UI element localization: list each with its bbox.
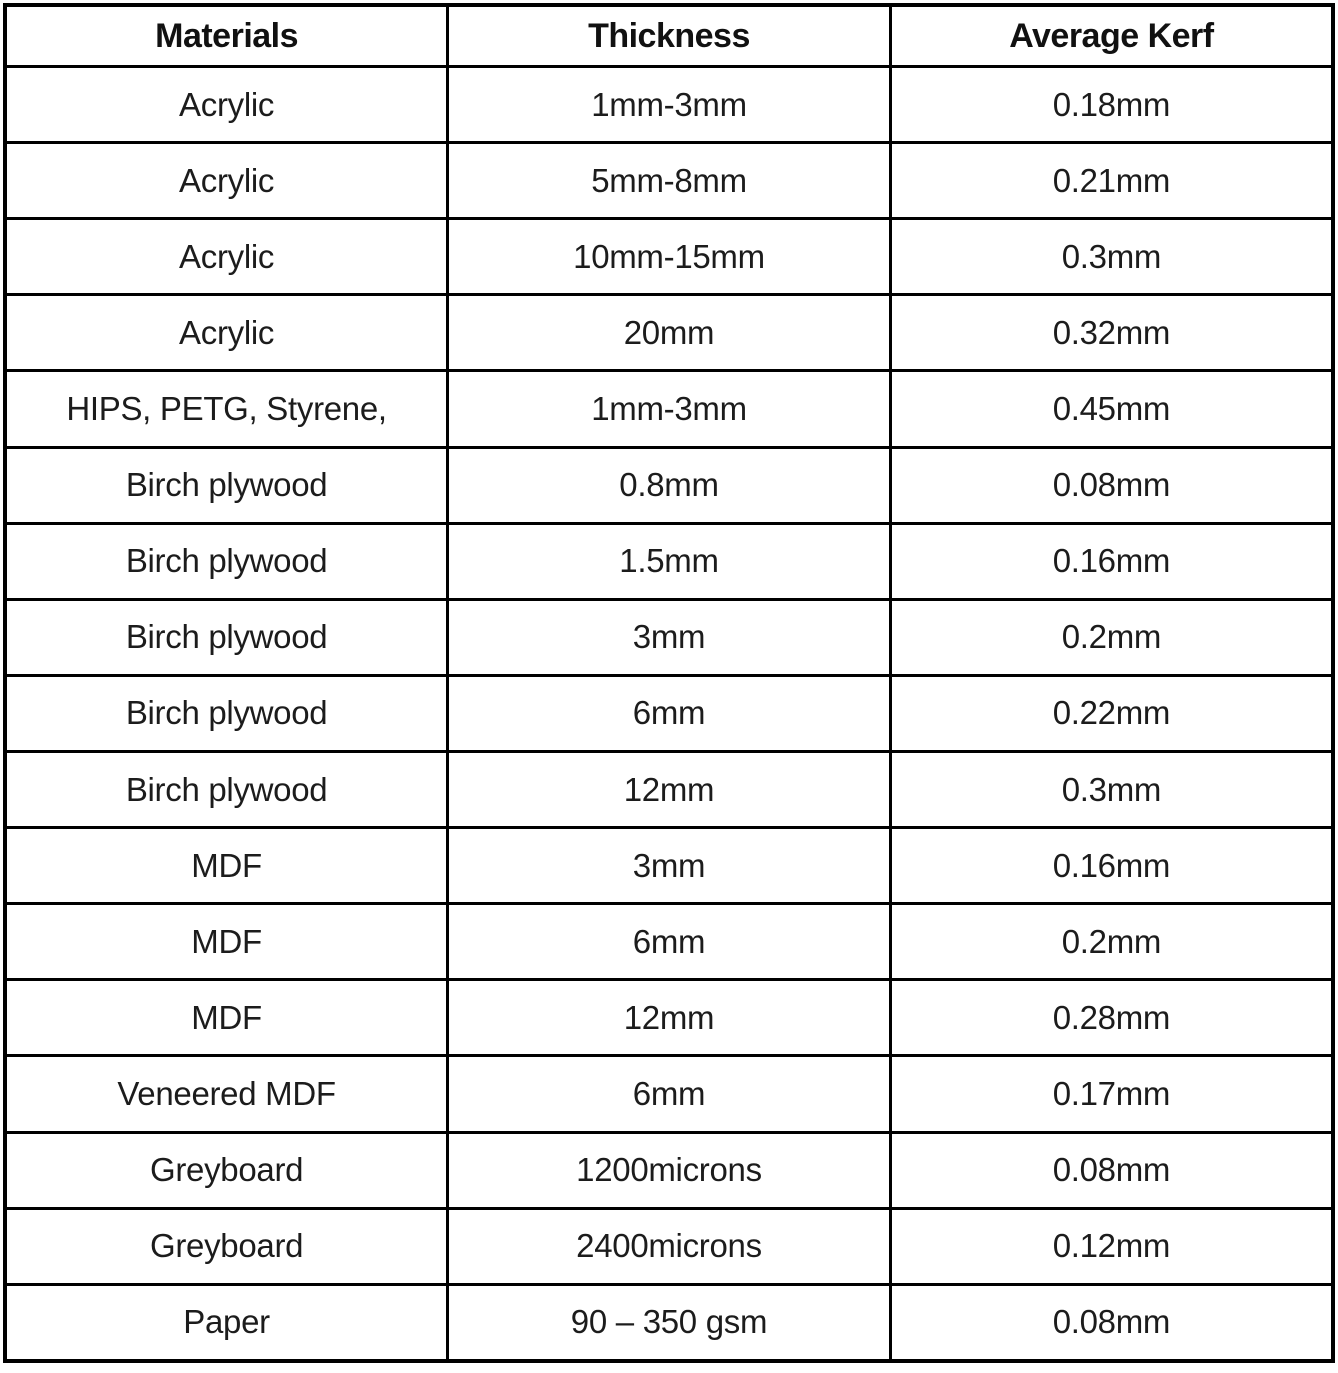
table-row <box>5 1056 1333 1132</box>
thickness-cell: 1200microns <box>448 1132 891 1208</box>
material-cell: MDF <box>5 904 448 980</box>
material-cell: Acrylic <box>5 295 448 371</box>
material-cell: Greyboard <box>5 1208 448 1284</box>
material-cell: Paper <box>5 1284 448 1361</box>
thickness-cell: 20mm <box>448 295 891 371</box>
material-cell: Acrylic <box>5 219 448 295</box>
material-cell: Birch plywood <box>5 751 448 827</box>
table-row <box>5 675 1333 751</box>
average-kerf-cell: 0.45mm <box>890 371 1333 447</box>
material-cell: Acrylic <box>5 143 448 219</box>
material-kerf-table <box>3 3 1335 1363</box>
average-kerf-cell: 0.16mm <box>890 523 1333 599</box>
column-header-thickness: Thickness <box>448 5 891 67</box>
average-kerf-cell: 0.08mm <box>890 1132 1333 1208</box>
thickness-cell: 5mm-8mm <box>448 143 891 219</box>
material-cell: Birch plywood <box>5 675 448 751</box>
thickness-cell: 0.8mm <box>448 447 891 523</box>
header-row <box>5 5 1333 67</box>
table-row <box>5 980 1333 1056</box>
table-row <box>5 219 1333 295</box>
average-kerf-cell: 0.2mm <box>890 599 1333 675</box>
table-row <box>5 751 1333 827</box>
average-kerf-cell: 0.08mm <box>890 1284 1333 1361</box>
material-cell: HIPS, PETG, Styrene, <box>5 371 448 447</box>
average-kerf-cell: 0.3mm <box>890 219 1333 295</box>
table-row <box>5 1132 1333 1208</box>
material-cell: Acrylic <box>5 67 448 143</box>
table-row <box>5 1208 1333 1284</box>
average-kerf-cell: 0.28mm <box>890 980 1333 1056</box>
table-header <box>5 5 1333 67</box>
average-kerf-cell: 0.18mm <box>890 67 1333 143</box>
table-row <box>5 295 1333 371</box>
table-row <box>5 371 1333 447</box>
average-kerf-cell: 0.22mm <box>890 675 1333 751</box>
table-row <box>5 447 1333 523</box>
average-kerf-cell: 0.21mm <box>890 143 1333 219</box>
thickness-cell: 6mm <box>448 675 891 751</box>
material-cell: Veneered MDF <box>5 1056 448 1132</box>
average-kerf-cell: 0.16mm <box>890 828 1333 904</box>
thickness-cell: 90 – 350 gsm <box>448 1284 891 1361</box>
average-kerf-cell: 0.2mm <box>890 904 1333 980</box>
material-cell: Greyboard <box>5 1132 448 1208</box>
table-row <box>5 523 1333 599</box>
thickness-cell: 1.5mm <box>448 523 891 599</box>
table-row <box>5 1284 1333 1361</box>
material-cell: Birch plywood <box>5 447 448 523</box>
column-header-average-kerf: Average Kerf <box>890 5 1333 67</box>
average-kerf-cell: 0.12mm <box>890 1208 1333 1284</box>
material-cell: MDF <box>5 828 448 904</box>
table-row <box>5 904 1333 980</box>
table-row <box>5 143 1333 219</box>
table-row <box>5 67 1333 143</box>
column-header-materials: Materials <box>5 5 448 67</box>
thickness-cell: 1mm-3mm <box>448 67 891 143</box>
table-row <box>5 828 1333 904</box>
table-body <box>5 67 1333 1362</box>
average-kerf-cell: 0.17mm <box>890 1056 1333 1132</box>
average-kerf-cell: 0.08mm <box>890 447 1333 523</box>
thickness-cell: 2400microns <box>448 1208 891 1284</box>
thickness-cell: 6mm <box>448 1056 891 1132</box>
material-cell: Birch plywood <box>5 599 448 675</box>
material-cell: Birch plywood <box>5 523 448 599</box>
thickness-cell: 1mm-3mm <box>448 371 891 447</box>
average-kerf-cell: 0.32mm <box>890 295 1333 371</box>
thickness-cell: 12mm <box>448 980 891 1056</box>
thickness-cell: 6mm <box>448 904 891 980</box>
table-row <box>5 599 1333 675</box>
average-kerf-cell: 0.3mm <box>890 751 1333 827</box>
material-cell: MDF <box>5 980 448 1056</box>
thickness-cell: 10mm-15mm <box>448 219 891 295</box>
thickness-cell: 3mm <box>448 828 891 904</box>
thickness-cell: 12mm <box>448 751 891 827</box>
thickness-cell: 3mm <box>448 599 891 675</box>
